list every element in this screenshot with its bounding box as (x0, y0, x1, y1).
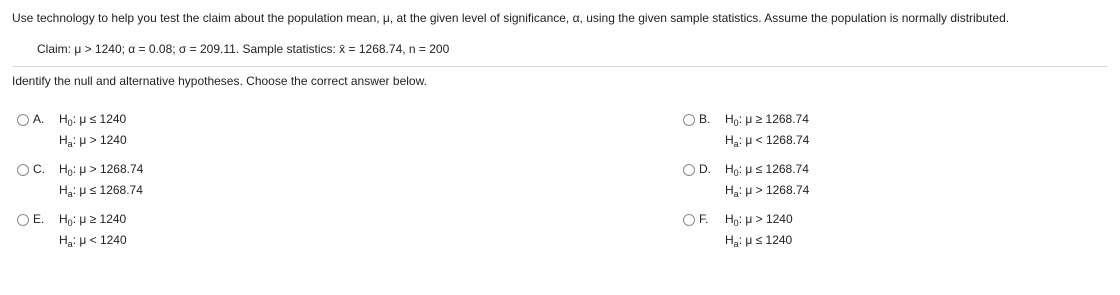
option-a[interactable] (17, 112, 317, 156)
option-b-letter: B. (699, 112, 711, 126)
option-b[interactable] (683, 112, 983, 156)
option-f[interactable] (683, 212, 983, 256)
option-f-null-hypothesis: $H_0$: μ > 1240 (725, 212, 793, 228)
option-c-null-hypothesis: $H_0$: μ > 1268.74 (59, 162, 144, 178)
option-c-alternative-hypothesis: $H_a$: μ ≤ 1268.74 (59, 183, 143, 199)
radio-button-c[interactable] (17, 164, 29, 176)
radio-button-b[interactable] (683, 114, 695, 126)
option-e-alternative-hypothesis: $H_a$: μ < 1240 (59, 233, 127, 249)
radio-button-d[interactable] (683, 164, 695, 176)
divider (12, 66, 1108, 67)
option-a-alternative-hypothesis: $H_a$: μ > 1240 (59, 133, 127, 149)
radio-button-a[interactable] (17, 114, 29, 126)
option-a-letter: A. (33, 112, 45, 126)
option-d-alternative-hypothesis: $H_a$: μ > 1268.74 (725, 183, 810, 199)
option-a-null-hypothesis: $H_0$: μ ≤ 1240 (59, 112, 127, 128)
option-d[interactable] (683, 162, 983, 206)
claim-statement: Claim: μ > 1240; α = 0.08; σ = 209.11. Sample statistics: x̄ = 1268.74, n = 200 (37, 42, 450, 56)
option-d-null-hypothesis: $H_0$: μ ≤ 1268.74 (725, 162, 809, 178)
option-e-letter: E. (33, 212, 45, 226)
option-b-alternative-hypothesis: $H_a$: μ < 1268.74 (725, 133, 810, 149)
option-f-letter: F. (699, 212, 709, 226)
option-e-null-hypothesis: $H_0$: μ ≥ 1240 (59, 212, 127, 228)
option-c-letter: C. (33, 162, 45, 176)
instruction-text: Identify the null and alternative hypotheses. Choose the correct answer below. (12, 74, 427, 88)
option-c[interactable] (17, 162, 317, 206)
radio-button-f[interactable] (683, 214, 695, 226)
radio-button-e[interactable] (17, 214, 29, 226)
option-e[interactable] (17, 212, 317, 256)
option-b-null-hypothesis: $H_0$: μ ≥ 1268.74 (725, 112, 809, 128)
option-d-letter: D. (699, 162, 711, 176)
option-f-alternative-hypothesis: $H_a$: μ ≤ 1240 (725, 233, 793, 249)
question-intro: Use technology to help you test the claim about the population mean, μ, at the given level of significance, α, using the given sample statistics. Assume the population is normally distributed. (12, 11, 1010, 25)
